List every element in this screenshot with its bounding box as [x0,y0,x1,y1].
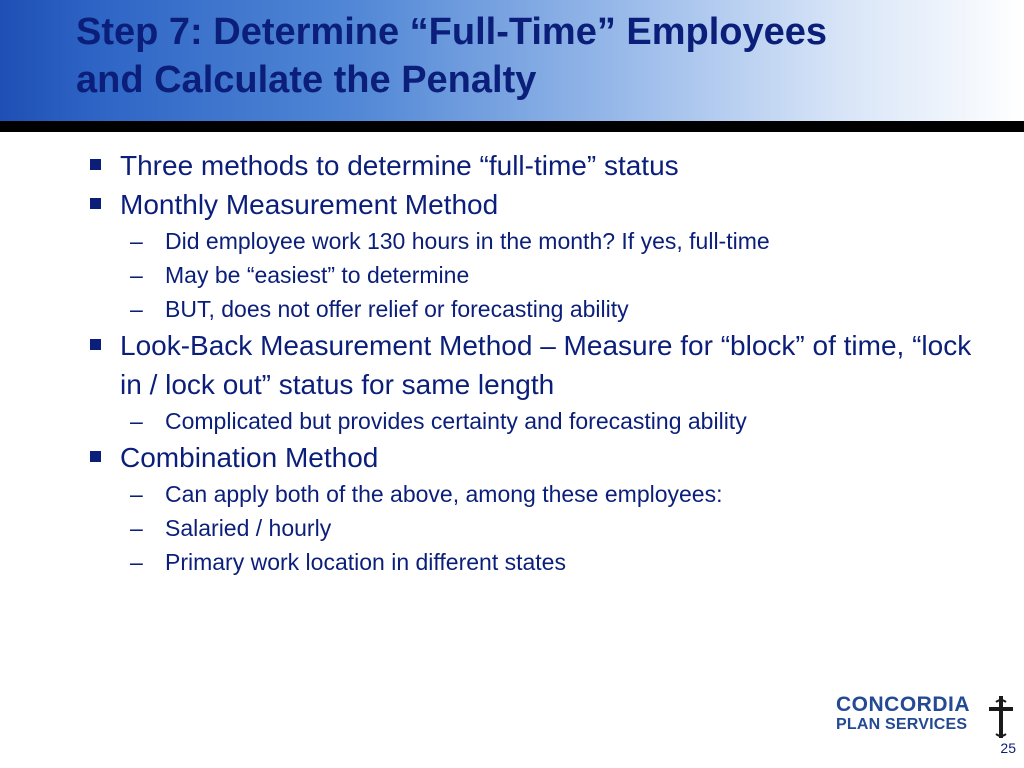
sub-bullet-item [0,477,985,511]
bullet-text: Look-Back Measurement Method – Measure for “block” of time, “lock in / lock out” status for same length [120,330,972,400]
dash-marker: – [130,262,143,288]
dash-marker: – [130,481,143,507]
slide-title: Step 7: Determine “Full-Time” Employees and Calculate the Penalty [76,11,828,101]
sub-bullet-item [0,545,985,579]
sub-bullet-item [0,511,985,545]
bullet-item [0,185,980,224]
cross-icon [986,694,1016,740]
logo-subtitle: PLAN SERVICES [836,716,968,733]
sub-bullet-item [0,258,985,292]
title-banner [0,0,1024,121]
sub-bullet-text: Primary work location in different states [165,549,566,575]
sub-bullet-item [0,292,985,326]
bullet-text: Combination Method [120,442,379,473]
dash-marker: – [130,228,143,254]
square-bullet-icon [90,451,101,462]
bullet-item [0,438,980,477]
dash-marker: – [130,408,143,434]
dash-marker: – [130,515,143,541]
bullet-text: Monthly Measurement Method [120,189,499,220]
square-bullet-icon [90,159,101,170]
sub-bullet-text: Can apply both of the above, among these employees: [165,481,723,507]
square-bullet-icon [90,339,101,350]
sub-bullet-item [0,404,985,438]
dash-marker: – [130,549,143,575]
sub-bullet-text: Salaried / hourly [165,515,332,541]
sub-bullet-text: Did employee work 130 hours in the month? If yes, full-time [165,228,770,254]
header-divider-bar [0,121,1024,132]
bullet-item [0,146,980,185]
bullet-item [0,326,980,404]
dash-marker: – [130,296,143,322]
sub-bullet-text: May be “easiest” to determine [165,262,470,288]
square-bullet-icon [90,198,101,209]
sub-bullet-text: Complicated but provides certainty and forecasting ability [165,408,747,434]
bullet-text: Three methods to determine “full-time” status [120,150,679,181]
sub-bullet-text: BUT, does not offer relief or forecasting ability [165,296,629,322]
bullet-list [0,146,1024,579]
page-number: 25 [1000,740,1016,756]
concordia-logo [836,694,1018,740]
logo-name: CONCORDIA [836,693,970,716]
sub-bullet-item [0,224,985,258]
